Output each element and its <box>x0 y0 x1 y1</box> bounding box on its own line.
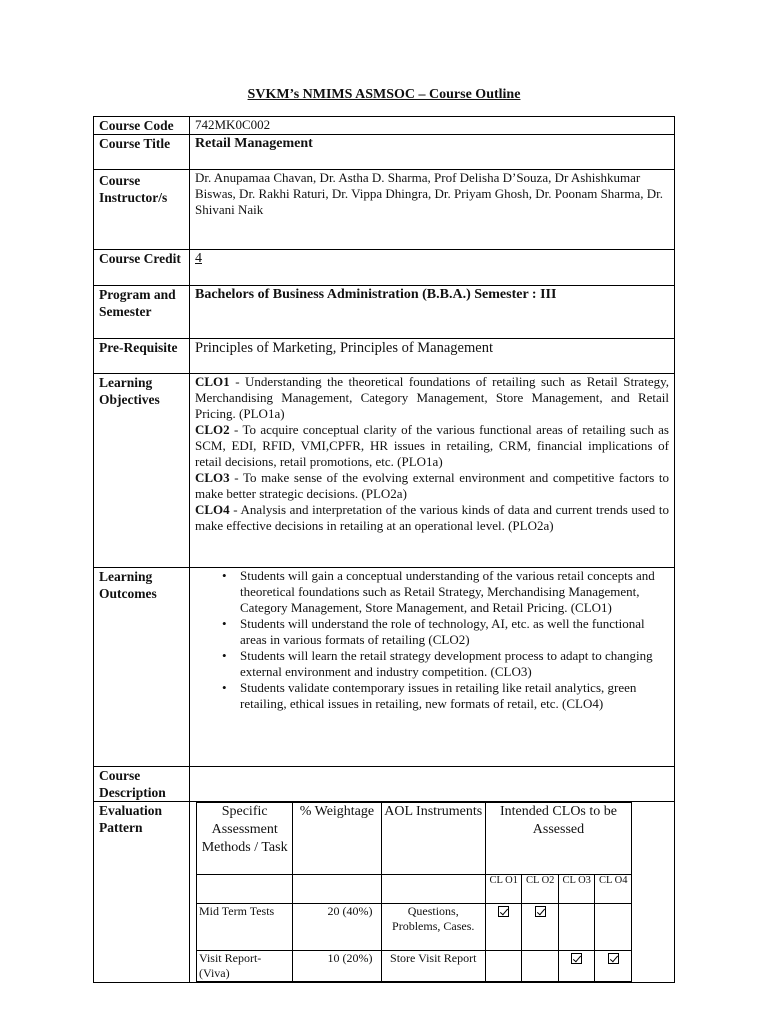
aol-cell: Questions, Problems, Cases. <box>381 904 485 951</box>
value-pre-requisite: Principles of Marketing, Principles of Management <box>190 339 675 374</box>
learning-outcomes-cell <box>190 568 675 767</box>
clo2-cell <box>522 951 559 982</box>
header-clo2: CL O2 <box>522 875 559 904</box>
weightage-cell: 10 (20%) <box>293 951 381 982</box>
header-clo4: CL O4 <box>595 875 632 904</box>
evaluation-header-row <box>197 803 632 875</box>
evaluation-clo-header-row <box>197 875 632 904</box>
objective-code: CLO4 <box>195 502 230 517</box>
objective-clo4 <box>195 502 669 534</box>
label-learning-outcomes: Learning Outcomes <box>94 568 190 767</box>
label-learning-objectives: Learning Objectives <box>94 374 190 568</box>
label-course-instructors: Course Instructor/s <box>94 170 190 250</box>
objective-code: CLO3 <box>195 470 230 485</box>
clo1-cell <box>485 951 522 982</box>
weightage-cell: 20 (40%) <box>293 904 381 951</box>
list-item: • Students will gain a conceptual understanding of the various retail concepts and theoretical foundations such as Retail Strategy, Merchandising Management, Category Management, Store Management, and Retail Pricing. (CLO1) <box>195 568 669 616</box>
header-clo3: CL O3 <box>558 875 595 904</box>
checkbox-checked-icon <box>535 906 546 917</box>
clo4-cell <box>595 904 632 951</box>
value-course-code: 742MK0C002 <box>190 117 675 135</box>
label-course-credit: Course Credit <box>94 250 190 286</box>
label-course-description: Course Description <box>94 767 190 802</box>
objective-clo1 <box>195 374 669 422</box>
checkbox-checked-icon <box>608 953 619 964</box>
list-item: • Students validate contemporary issues in retailing like retail analytics, green retailing, ethical issues in retailing, new formats of retail, etc. (CLO4) <box>195 680 669 712</box>
document-title: SVKM’s NMIMS ASMSOC – Course Outline <box>247 87 521 102</box>
objective-clo3 <box>195 470 669 502</box>
row-course-code <box>94 117 675 135</box>
label-evaluation-pattern: Evaluation Pattern <box>94 802 190 983</box>
value-program-semester: Bachelors of Business Administration (B.B.A.) Semester : III <box>190 286 675 339</box>
learning-outcomes-list <box>195 568 669 712</box>
value-course-credit: 4 <box>190 250 675 286</box>
objective-clo2 <box>195 422 669 470</box>
row-pre-requisite <box>94 339 675 374</box>
checkbox-checked-icon <box>498 906 509 917</box>
aol-cell: Store Visit Report <box>381 951 485 982</box>
value-course-instructors: Dr. Anupamaa Chavan, Dr. Astha D. Sharma, Prof Delisha D’Souza, Dr Ashishkumar Biswas, Dr. Rakhi Raturi, Dr. Vippa Dhingra, Dr. Priyam Ghosh, Dr. Poonam Sharma, Dr. Shivani Naik <box>190 170 675 250</box>
list-item: • Students will learn the retail strategy development process to adapt to changing external environment and industry competition. (CLO3) <box>195 648 669 680</box>
list-item: • Students will understand the role of technology, AI, etc. as well the functional areas in various formats of retailing (CLO2) <box>195 616 669 648</box>
evaluation-table-wrap <box>190 802 674 982</box>
header-weightage: % Weightage <box>293 803 381 875</box>
row-course-credit <box>94 250 675 286</box>
objective-code: CLO1 <box>195 374 230 389</box>
table-row <box>197 904 632 951</box>
label-program-semester: Program and Semester <box>94 286 190 339</box>
objective-text: - Analysis and interpretation of the various kinds of data and current trends used to make effective decisions in retailing at an operational level. (PLO2a) <box>195 502 669 533</box>
row-course-instructors <box>94 170 675 250</box>
objective-text: - To acquire conceptual clarity of the various functional areas of retailing such as SCM, EDI, RFID, VMI,CPFR, HR issues in retailing, CRM, financial implications of retail decisions, retail promotions, etc. (PLO1a) <box>195 422 669 469</box>
objective-text: - To make sense of the evolving external environment and competitive factors to make better strategic decisions. (PLO2a) <box>195 470 669 501</box>
objective-code: CLO2 <box>195 422 230 437</box>
row-evaluation-pattern <box>94 802 675 983</box>
value-course-description <box>190 767 675 802</box>
row-course-description <box>94 767 675 802</box>
header-aol: AOL Instruments <box>381 803 485 875</box>
label-course-code: Course Code <box>94 117 190 135</box>
method-cell: Mid Term Tests <box>197 904 293 951</box>
clo1-cell <box>485 904 522 951</box>
evaluation-table <box>196 802 632 982</box>
course-outline-table <box>93 116 675 983</box>
table-row <box>197 951 632 982</box>
evaluation-pattern-cell <box>190 802 675 983</box>
label-pre-requisite: Pre-Requisite <box>94 339 190 374</box>
row-learning-outcomes <box>94 568 675 767</box>
clo4-cell <box>595 951 632 982</box>
clo3-cell <box>558 904 595 951</box>
objective-text: - Understanding the theoretical foundations of retailing such as Retail Strategy, Merchandising Management, Category Management, Store Management, and Retail Pricing. (PLO1a) <box>195 374 669 421</box>
label-course-title: Course Title <box>94 135 190 170</box>
header-methods: Specific Assessment Methods / Task <box>197 803 293 875</box>
clo2-cell <box>522 904 559 951</box>
clo3-cell <box>558 951 595 982</box>
row-course-title <box>94 135 675 170</box>
header-clo1: CL O1 <box>485 875 522 904</box>
header-clos: Intended CLOs to be Assessed <box>485 803 631 875</box>
learning-objectives-list <box>190 374 675 568</box>
row-learning-objectives <box>94 374 675 568</box>
value-course-title: Retail Management <box>190 135 675 170</box>
checkbox-checked-icon <box>571 953 582 964</box>
row-program-semester <box>94 286 675 339</box>
method-cell: Visit Report- (Viva) <box>197 951 293 982</box>
